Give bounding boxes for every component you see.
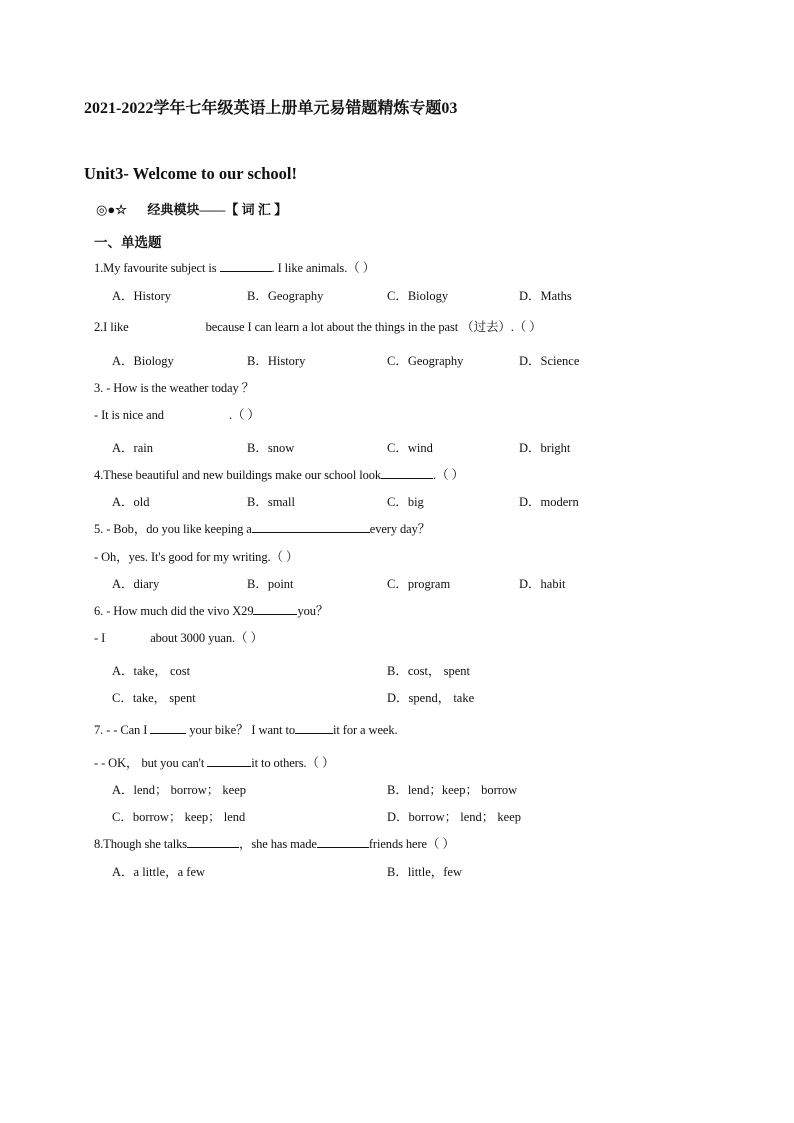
option-c: C．borrow； keep； lend — [112, 810, 246, 824]
question-text: it to others.（ ） — [251, 756, 335, 770]
question-text-line — [94, 720, 398, 738]
option-b: B．snow — [247, 441, 295, 455]
question-text: 2.I like — [94, 320, 132, 334]
question-text: 3. - How is the weather today ？ — [94, 381, 255, 395]
question-text: ，she has made — [238, 837, 317, 851]
option-d: D．borrow； lend； keep — [387, 810, 521, 824]
module-title: 经典模块——【 词 汇 】 — [147, 202, 288, 217]
question-text-line — [94, 519, 430, 537]
question-text-line — [94, 378, 254, 396]
question-text-line — [94, 547, 298, 565]
option-c: C．wind — [387, 441, 433, 455]
question-text: every day？ — [369, 522, 431, 536]
option-c: C．Geography — [387, 354, 464, 368]
question-text: 1.My favourite subject is — [94, 261, 220, 275]
answer-blank — [253, 603, 297, 615]
option-a: A．a little，a few — [112, 865, 206, 879]
answer-blank — [220, 260, 272, 272]
question-text: because I can learn a lot about the things in the past （过去）.（ ） — [205, 320, 542, 334]
answer-blank — [295, 722, 333, 734]
answer-blank — [187, 836, 239, 848]
option-a: A．diary — [112, 577, 160, 591]
option-c: C．big — [387, 495, 424, 509]
option-d: D．modern — [519, 495, 579, 509]
question-text: about 3000 yuan.（ ） — [150, 631, 263, 645]
option-c: C．take， spent — [112, 691, 196, 705]
question-text: - - OK， but you can't — [94, 756, 208, 770]
question-text: . I like animals.（ ） — [271, 261, 376, 275]
question-text: - I — [94, 631, 109, 645]
option-b: B．lend；keep； borrow — [387, 783, 518, 797]
question-text: 6. - How much did the vivo X29 — [94, 604, 254, 618]
question-text: you？ — [297, 604, 329, 618]
option-a: A．old — [112, 495, 150, 509]
option-b: B．Geography — [247, 289, 324, 303]
question-text: 8.Though she talks — [94, 837, 187, 851]
option-b: B．point — [247, 577, 294, 591]
option-a: A．History — [112, 289, 172, 303]
question-text: your bike？ I want to — [186, 723, 295, 737]
question-text: friends here（ ） — [368, 837, 455, 851]
question-text-line — [94, 834, 455, 852]
question-text-line — [94, 465, 464, 483]
option-d: D．Maths — [519, 289, 572, 303]
option-a: A．rain — [112, 441, 153, 455]
option-a: A．Biology — [112, 354, 174, 368]
option-b: B．small — [247, 495, 295, 509]
option-a: A．lend； borrow； keep — [112, 783, 246, 797]
question-text-line — [94, 317, 542, 335]
module-heading — [96, 199, 287, 218]
question-text-line — [94, 628, 263, 646]
question-text-line — [94, 601, 328, 619]
option-c: C．Biology — [387, 289, 449, 303]
option-d: D．bright — [519, 441, 571, 455]
option-b: B．History — [247, 354, 306, 368]
page-title: 2021-2022学年七年级英语上册单元易错题精炼专题03 — [84, 100, 458, 117]
answer-blank — [381, 467, 433, 479]
question-text: - It is nice and — [94, 408, 167, 422]
option-d: D．habit — [519, 577, 566, 591]
question-text-line — [94, 753, 334, 771]
section-heading: 一、单选题 — [94, 235, 162, 250]
option-d: D．spend， take — [387, 691, 475, 705]
option-d: D．Science — [519, 354, 580, 368]
module-symbols: ◎●☆ — [96, 202, 127, 217]
option-b: B．little，few — [387, 865, 462, 879]
answer-blank — [252, 521, 370, 533]
answer-blank — [207, 755, 251, 767]
question-text: - Oh，yes. It's good for my writing.（ ） — [94, 550, 299, 564]
question-text: .（ ） — [228, 408, 260, 422]
answer-blank — [150, 722, 186, 734]
question-text-line — [94, 258, 375, 276]
unit-heading: Unit3- Welcome to our school! — [84, 164, 297, 183]
option-b: B．cost， spent — [387, 664, 470, 678]
question-text: it for a week. — [332, 723, 398, 737]
question-text: .（ ） — [433, 468, 464, 482]
answer-blank — [317, 836, 369, 848]
option-c: C．program — [387, 577, 451, 591]
option-a: A．take， cost — [112, 664, 191, 678]
question-text: 7. - - Can I — [94, 723, 151, 737]
question-text-line — [94, 405, 260, 423]
question-text: 4.These beautiful and new buildings make our school look — [94, 468, 382, 482]
question-text: 5. - Bob，do you like keeping a — [94, 522, 252, 536]
